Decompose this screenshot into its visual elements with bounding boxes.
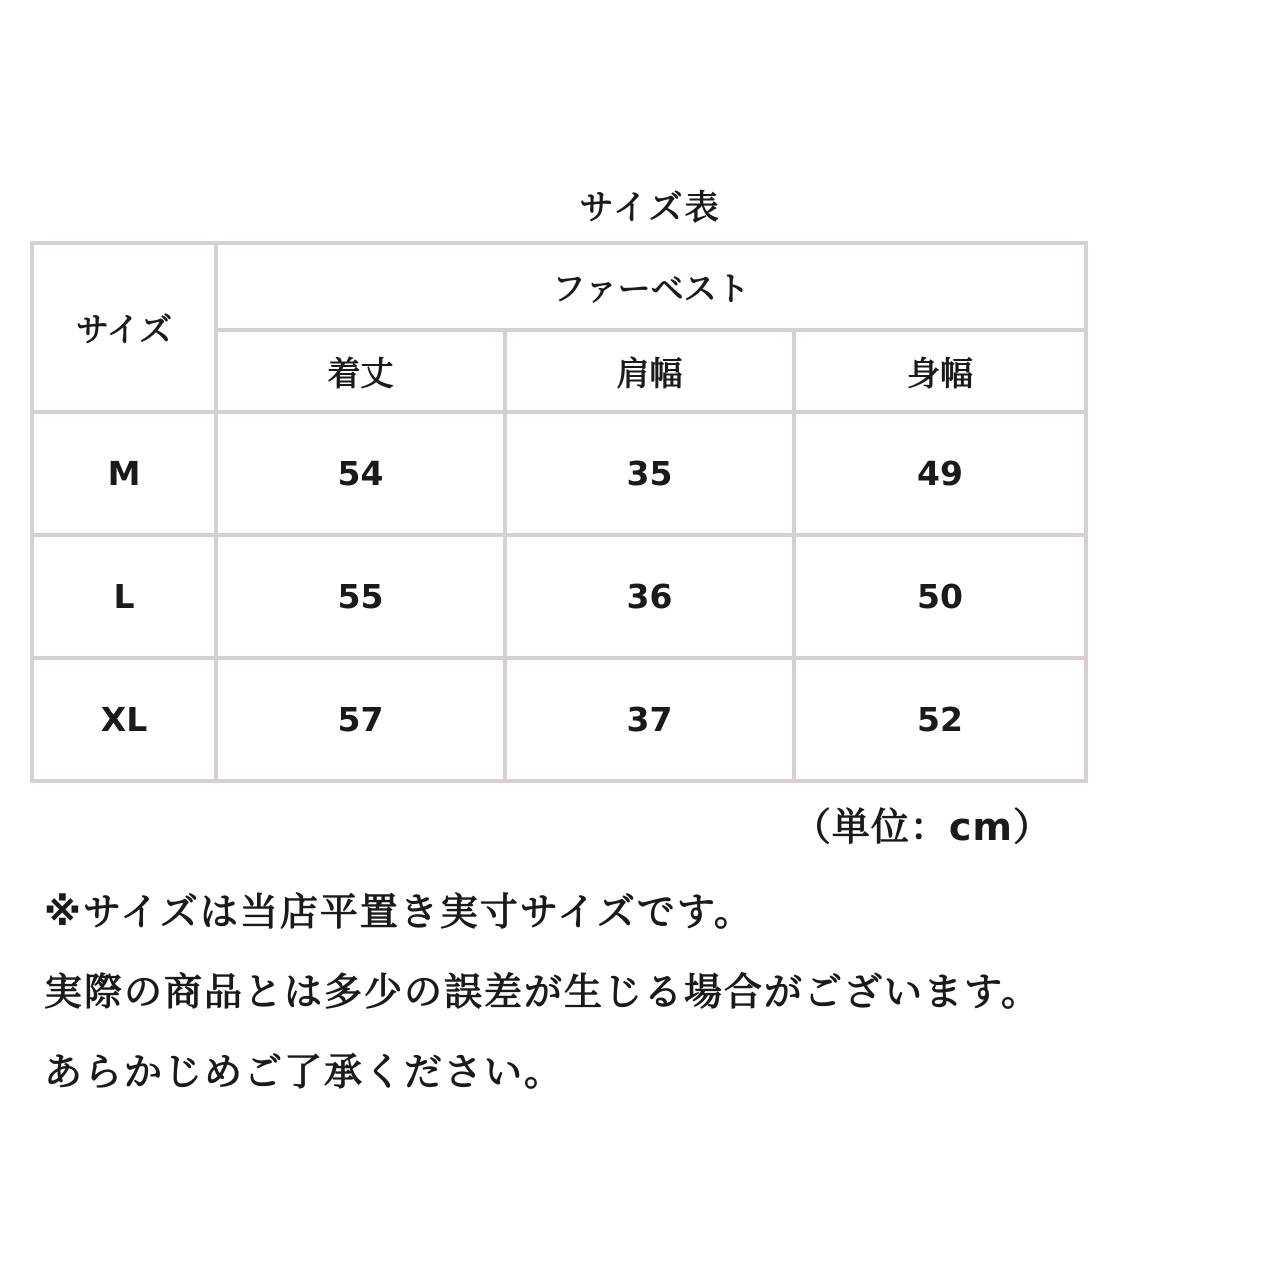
table-cell: 54 xyxy=(216,412,505,535)
column-header-shoulder: 肩幅 xyxy=(505,330,794,412)
note-line: 実際の商品とは多少の誤差が生じる場合がございます。 xyxy=(44,970,1041,1014)
page-title: サイズ表 xyxy=(579,188,721,228)
note-line: ※サイズは当店平置き実寸サイズです。 xyxy=(44,890,754,934)
table-row xyxy=(32,535,1086,658)
product-group-header: ファーベスト xyxy=(216,243,1086,330)
column-header-width: 身幅 xyxy=(794,330,1086,412)
size-label: XL xyxy=(32,658,216,781)
unit-note: （単位：cm） xyxy=(792,805,1052,849)
table-cell: 35 xyxy=(505,412,794,535)
size-header-cell: サイズ xyxy=(32,243,216,412)
table-cell: 52 xyxy=(794,658,1086,781)
table-cell: 55 xyxy=(216,535,505,658)
size-table xyxy=(30,241,1088,783)
table-header-row xyxy=(32,243,1086,330)
size-label: M xyxy=(32,412,216,535)
table-row xyxy=(32,412,1086,535)
notes xyxy=(44,872,1041,1112)
table-cell: 50 xyxy=(794,535,1086,658)
column-header-length: 着丈 xyxy=(216,330,505,412)
table-cell: 57 xyxy=(216,658,505,781)
table-row xyxy=(32,658,1086,781)
table-cell: 49 xyxy=(794,412,1086,535)
size-label: L xyxy=(32,535,216,658)
table-cell: 36 xyxy=(505,535,794,658)
table-cell: 37 xyxy=(505,658,794,781)
note-line: あらかじめご了承ください。 xyxy=(44,1050,565,1094)
